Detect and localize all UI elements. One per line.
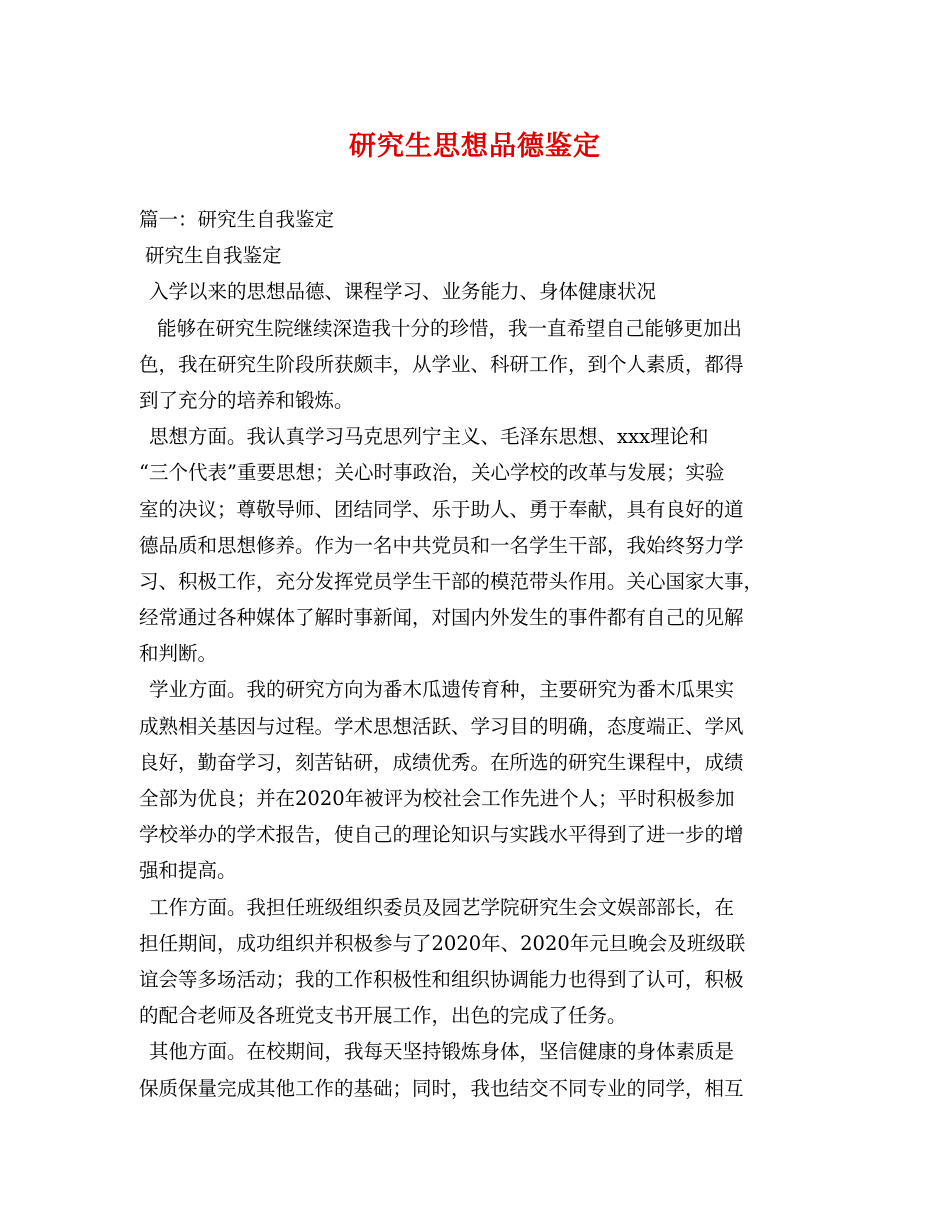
paragraph-line: 的配合老师及各班党支书开展工作，出色的完成了任务。 xyxy=(139,1004,627,1028)
paragraph-line: 保质保量完成其他工作的基础；同时，我也结交不同专业的同学，相互 xyxy=(139,1076,744,1100)
paragraph-line: 色，我在研究生阶段所获颇丰，从学业、科研工作，到个人素质，都得 xyxy=(139,352,744,376)
paragraph-line: 学校举办的学术报告，使自己的理论知识与实践水平得到了进一步的增 xyxy=(139,823,744,847)
paragraph-line: 其他方面。在校期间，我每天坚持锻炼身体，坚信健康的身体素质是 xyxy=(149,1040,735,1064)
section-heading: 篇一：研究生自我鉴定 xyxy=(139,208,335,231)
document-title: 研究生思想品德鉴定 xyxy=(349,131,601,162)
paragraph-line: 室的决议；尊敬导师、团结同学、乐于助人、勇于奉献，具有良好的道 xyxy=(139,497,744,521)
subheading: 研究生自我鉴定 xyxy=(145,244,282,268)
paragraph-line: 全部为优良；并在2020年被评为校社会工作先进个人；平时积极参加 xyxy=(139,787,735,810)
paragraph-line: 习、积极工作，充分发挥党员学生干部的模范带头作用。关心国家大事， xyxy=(139,569,764,593)
paragraph-line: “三个代表”重要思想；关心时事政治，关心学校的改革与发展；实验 xyxy=(139,461,725,485)
paragraph-line: 经常通过各种媒体了解时事新闻，对国内外发生的事件都有自己的见解 xyxy=(139,606,744,630)
paragraph-line: 担任期间，成功组织并积极参与了2020年、2020年元旦晚会及班级联 xyxy=(139,931,746,955)
paragraph-line: 工作方面。我担任班级组织委员及园艺学院研究生会文娱部部长，在 xyxy=(149,895,735,919)
paragraph-line: 强和提高。 xyxy=(139,859,237,883)
paragraph-line: 谊会等多场活动；我的工作积极性和组织协调能力也得到了认可，积极 xyxy=(139,967,744,991)
paragraph-line: 思想方面。我认真学习马克思列宁主义、毛泽东思想、xxx理论和 xyxy=(149,425,709,449)
paragraph-line: 和判断。 xyxy=(139,642,218,666)
paragraph-line: 到了充分的培养和锻炼。 xyxy=(139,388,354,412)
paragraph-line: 德品质和思想修养。作为一名中共党员和一名学生干部，我始终努力学 xyxy=(139,533,744,557)
paragraph-line: 良好，勤奋学习，刻苦钻研，成绩优秀。在所选的研究生课程中，成绩 xyxy=(139,750,744,774)
paragraph-line: 能够在研究生院继续深造我十分的珍惜，我一直希望自己能够更加出 xyxy=(157,316,743,340)
document-body xyxy=(139,202,819,1107)
subheading: 入学以来的思想品德、课程学习、业务能力、身体健康状况 xyxy=(149,280,657,304)
paragraph-line: 成熟相关基因与过程。学术思想活跃、学习目的明确，态度端正、学风 xyxy=(139,714,744,738)
paragraph-line: 学业方面。我的研究方向为番木瓜遗传育种，主要研究为番木瓜果实 xyxy=(149,678,735,702)
